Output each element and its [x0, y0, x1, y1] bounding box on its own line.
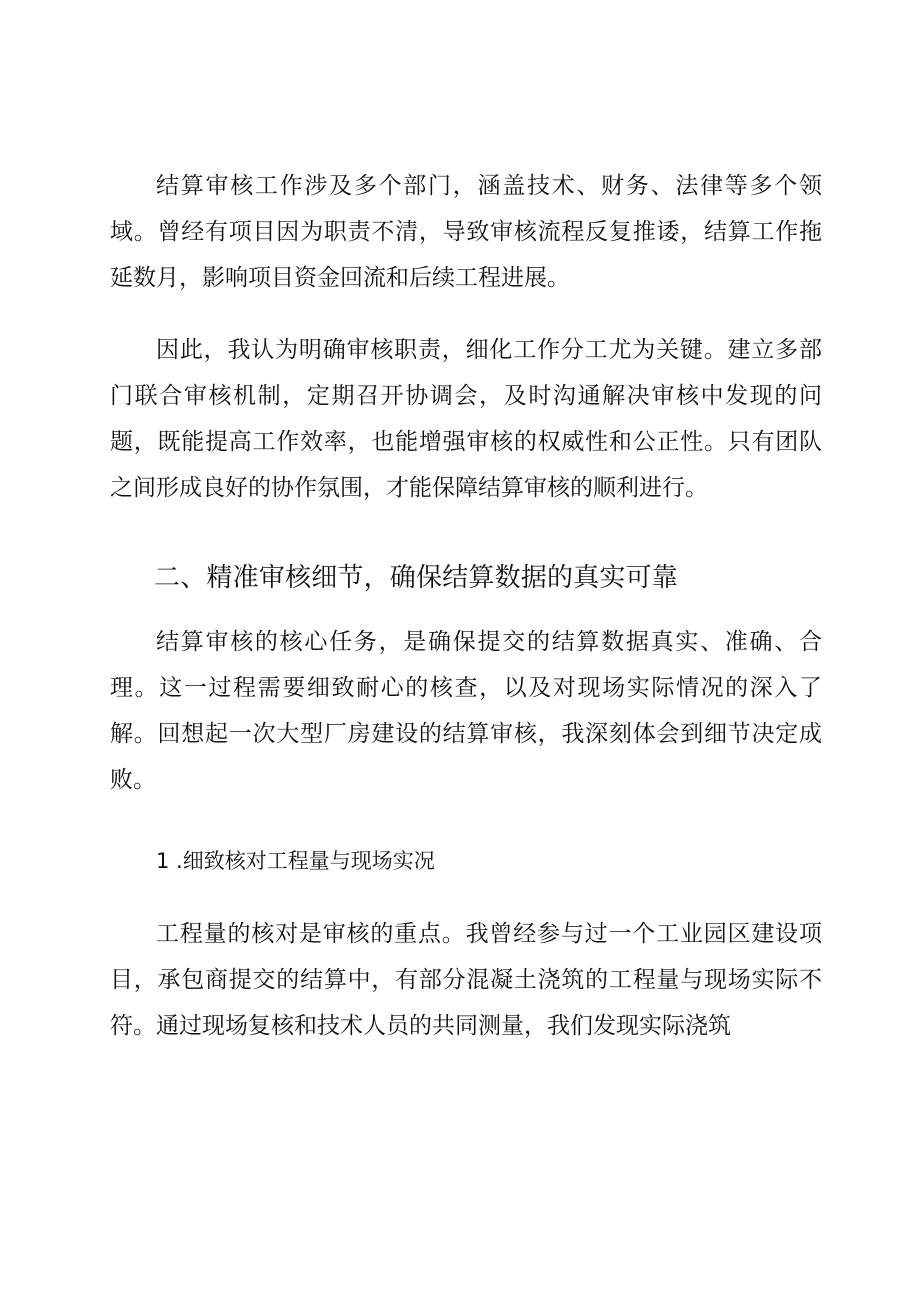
body-paragraph: 结算审核工作涉及多个部门，涵盖技术、财务、法律等多个领域。曾经有项目因为职责不清，导致审核流程反复推诿，结算工作拖延数月，影响项目资金回流和后续工程进展。: [110, 173, 822, 291]
body-paragraph: 工程量的核对是审核的重点。我曾经参与过一个工业园区建设项目，承包商提交的结算中，有部分混凝土浇筑的工程量与现场实际不符。通过现场复核和技术人员的共同测量，我们发现实际浇筑: [110, 921, 822, 1039]
body-paragraph: 因此，我认为明确审核职责，细化工作分工尤为关键。建立多部门联合审核机制，定期召开协调会，及时沟通解决审核中发现的问题，既能提高工作效率，也能增强审核的权威性和公正性。只有团队之间形成良好的协作氛围，才能保障结算审核的顺利进行。: [110, 337, 822, 501]
body-paragraph: 结算审核的核心任务，是确保提交的结算数据真实、准确、合理。这一过程需要细致耐心的核查，以及对现场实际情况的深入了解。回想起一次大型厂房建设的结算审核，我深刻体会到细节决定成败。: [110, 629, 822, 793]
document-body: [110, 163, 822, 1049]
section-heading: 二、精准审核细节，确保结算数据的真实可靠: [154, 563, 679, 593]
subsection-heading: 1 .细致核对工程量与现场实况: [156, 849, 435, 873]
